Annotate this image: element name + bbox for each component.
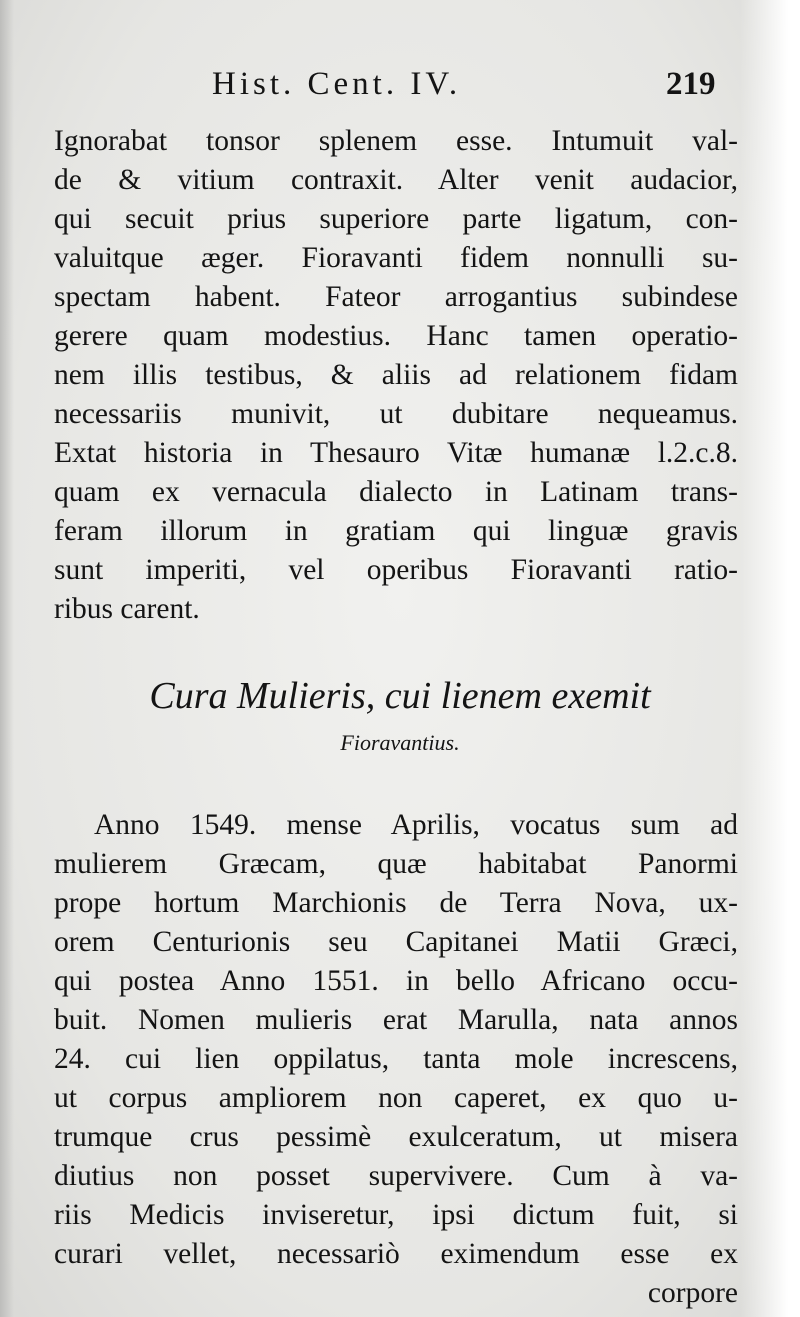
text-line: buit. Nomen mulieris erat Marulla, nata annos xyxy=(54,1004,738,1036)
running-head xyxy=(0,66,800,110)
page-margin-right xyxy=(740,0,800,1317)
text-line: trumque crus pessimè exulceratum, ut misera xyxy=(54,1121,738,1153)
text-line: ribus carent. xyxy=(54,593,200,625)
section-heading: Cura Mulieris, cui lienem exemit xyxy=(149,675,651,717)
page-number: 219 xyxy=(666,66,716,102)
text-line: diutius non posset supervivere. Cum à va- xyxy=(54,1160,738,1192)
text-line: 24. cui lien oppilatus, tanta mole increscens, xyxy=(54,1043,738,1075)
paragraph-1 xyxy=(54,122,738,629)
text-line: orem Centurionis seu Capitanei Matii Græci, xyxy=(54,926,738,958)
text-line: mulierem Græcam, quæ habitabat Panormi xyxy=(54,848,738,880)
text-line: valuitque æger. Fioravanti fidem nonnulli su- xyxy=(54,242,738,274)
paragraph-2 xyxy=(54,806,738,1313)
text-line: spectam habent. Fateor arrogantius subindese xyxy=(54,281,738,313)
text-line: de & vitium contraxit. Alter venit audacior, xyxy=(54,164,738,196)
text-line: gerere quam modestius. Hanc tamen operatio- xyxy=(54,320,738,352)
catchword: corpore xyxy=(647,1277,738,1309)
text-line: riis Medicis inviseretur, ipsi dictum fuit, si xyxy=(54,1199,738,1231)
text-line: Extat historia in Thesauro Vitæ humanæ l.2.c.8. xyxy=(54,437,738,469)
text-line: qui secuit prius superiore parte ligatum, con- xyxy=(54,203,738,235)
page-shadow-left xyxy=(0,0,14,1317)
text-line: ut corpus ampliorem non caperet, ex quo u- xyxy=(54,1082,738,1114)
text-line: curari vellet, necessariò eximendum esse ex xyxy=(54,1238,738,1270)
section-subheading: Fioravantius. xyxy=(340,730,460,755)
text-line: qui postea Anno 1551. in bello Africano occu- xyxy=(54,965,738,997)
text-line: nem illis testibus, & aliis ad relationem fidam xyxy=(54,359,738,391)
running-head-title: Hist. Cent. IV. xyxy=(212,66,462,102)
text-line: feram illorum in gratiam qui linguæ gravis xyxy=(54,515,738,547)
text-line: quam ex vernacula dialecto in Latinam trans- xyxy=(54,476,738,508)
text-line: Anno 1549. mense Aprilis, vocatus sum ad xyxy=(94,809,738,841)
text-line: sunt imperiti, vel operibus Fioravanti ratio- xyxy=(54,554,738,586)
text-line: Ignorabat tonsor splenem esse. Intumuit val- xyxy=(54,125,738,157)
text-line: prope hortum Marchionis de Terra Nova, ux- xyxy=(54,887,738,919)
text-line: necessariis munivit, ut dubitare nequeamus. xyxy=(54,398,738,430)
